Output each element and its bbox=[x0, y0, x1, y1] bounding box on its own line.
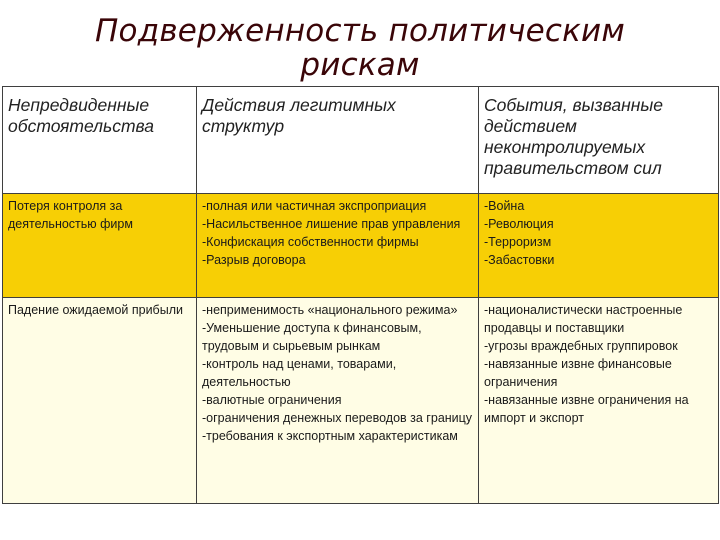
table-header-row bbox=[3, 87, 719, 194]
table-row bbox=[3, 298, 719, 504]
uncontrolled-events-cell bbox=[479, 194, 719, 298]
list-item: -Революция bbox=[484, 217, 554, 231]
list-item: -полная или частичная экспроприация bbox=[202, 199, 427, 213]
title-line-2: рискам bbox=[300, 47, 420, 83]
title-line-1: Подверженность политическим bbox=[95, 13, 625, 49]
list-item: -навязанные извне ограничения на импорт и экспорт bbox=[484, 393, 689, 425]
list-item: -неприменимость «национального режима» bbox=[202, 303, 458, 317]
uncontrolled-events-cell bbox=[479, 298, 719, 504]
header-cell-uncontrolled-events: События, вызванные действием неконтролируемых правительством сил bbox=[479, 87, 719, 194]
page-title bbox=[0, 14, 720, 82]
list-item: -Конфискация собственности фирмы bbox=[202, 235, 419, 249]
list-item: -Война bbox=[484, 199, 525, 213]
list-item: -валютные ограничения bbox=[202, 393, 342, 407]
list-item: -националистически настроенные продавцы и поставщики bbox=[484, 303, 683, 335]
list-item: -Насильственное лишение прав управления bbox=[202, 217, 461, 231]
row-category-cell: Потеря контроля за деятельностью фирм bbox=[3, 194, 197, 298]
legitimate-actions-cell bbox=[197, 194, 479, 298]
header-cell-contingencies: Непредвиденные обстоятельства bbox=[3, 87, 197, 194]
table-row bbox=[3, 194, 719, 298]
header-cell-legitimate-actions: Действия легитимных структур bbox=[197, 87, 479, 194]
list-item: -требования к экспортным характеристикам bbox=[202, 429, 458, 443]
list-item: -Уменьшение доступа к финансовым, трудовым и сырьевым рынкам bbox=[202, 321, 422, 353]
list-item: -Забастовки bbox=[484, 253, 555, 267]
risk-table bbox=[2, 86, 719, 504]
row-category-cell: Падение ожидаемой прибыли bbox=[3, 298, 197, 504]
list-item: -навязанные извне финансовые ограничения bbox=[484, 357, 672, 389]
list-item: -контроль над ценами, товарами, деятельностью bbox=[202, 357, 397, 389]
list-item: -угрозы враждебных группировок bbox=[484, 339, 678, 353]
legitimate-actions-cell bbox=[197, 298, 479, 504]
list-item: -ограничения денежных переводов за границу bbox=[202, 411, 473, 425]
list-item: -Разрыв договора bbox=[202, 253, 306, 267]
list-item: -Терроризм bbox=[484, 235, 552, 249]
